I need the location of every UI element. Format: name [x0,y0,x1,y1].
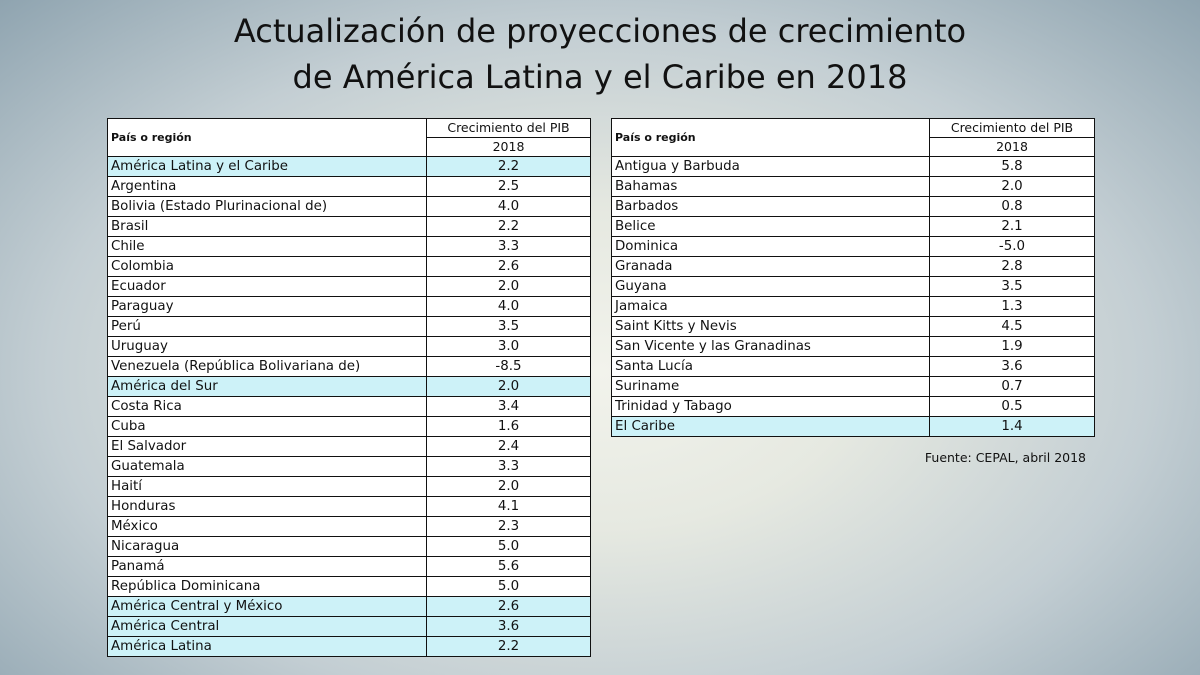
gdp-growth-value: 2.5 [427,177,591,197]
gdp-growth-value: 1.3 [930,297,1095,317]
table-row [108,237,591,257]
table-row [612,217,1095,237]
header-metric: Crecimiento del PIB [427,119,591,138]
page-title [0,8,1200,100]
title-line-1: Actualización de proyecciones de crecimiento [233,12,967,50]
country-name: Brasil [108,217,427,237]
gdp-growth-value: 3.3 [427,457,591,477]
table-row [612,337,1095,357]
gdp-growth-value: 2.8 [930,257,1095,277]
country-name: Bolivia (Estado Plurinacional de) [108,197,427,217]
country-name: Uruguay [108,337,427,357]
gdp-growth-value: 2.6 [427,597,591,617]
table-row [612,177,1095,197]
title-line-2: de América Latina y el Caribe en 2018 [292,58,908,96]
header-year: 2018 [930,138,1095,157]
country-name: Cuba [108,417,427,437]
country-name: Venezuela (República Bolivariana de) [108,357,427,377]
gdp-growth-value: 4.0 [427,297,591,317]
table-row [612,237,1095,257]
table-row [108,437,591,457]
table-body [612,157,1095,437]
gdp-growth-value: 1.4 [930,417,1095,437]
table-row [612,297,1095,317]
gdp-growth-value: 2.2 [427,157,591,177]
country-name: Jamaica [612,297,930,317]
table-row [108,417,591,437]
table-row [108,377,591,397]
gdp-growth-value: 4.1 [427,497,591,517]
table-row [108,617,591,637]
table-row [612,317,1095,337]
table-row [108,397,591,417]
header-metric: Crecimiento del PIB [930,119,1095,138]
gdp-growth-value: 3.0 [427,337,591,357]
gdp-growth-value: -8.5 [427,357,591,377]
table-row [612,417,1095,437]
gdp-growth-value: -5.0 [930,237,1095,257]
table-row [108,217,591,237]
table-row [612,377,1095,397]
country-name: México [108,517,427,537]
country-name: El Salvador [108,437,427,457]
table-row [108,477,591,497]
country-name: Haití [108,477,427,497]
table-row [108,517,591,537]
table-row [612,257,1095,277]
gdp-growth-value: 3.5 [427,317,591,337]
table-row [612,197,1095,217]
gdp-growth-value: 3.3 [427,237,591,257]
country-name: Santa Lucía [612,357,930,377]
table-row [108,637,591,657]
gdp-growth-value: 3.4 [427,397,591,417]
gdp-growth-value: 2.2 [427,217,591,237]
gdp-growth-value: 3.6 [427,617,591,637]
table-row [108,177,591,197]
table-row [108,357,591,377]
gdp-table-latin-america [107,118,591,657]
country-name: Antigua y Barbuda [612,157,930,177]
country-name: América del Sur [108,377,427,397]
gdp-growth-value: 2.0 [427,277,591,297]
table-row [108,557,591,577]
gdp-growth-value: 0.5 [930,397,1095,417]
country-name: Costa Rica [108,397,427,417]
table-row [108,297,591,317]
gdp-growth-value: 4.5 [930,317,1095,337]
gdp-growth-value: 5.8 [930,157,1095,177]
gdp-growth-value: 2.0 [427,377,591,397]
table-row [108,577,591,597]
gdp-growth-value: 5.6 [427,557,591,577]
gdp-growth-value: 1.9 [930,337,1095,357]
table-row [108,337,591,357]
gdp-growth-value: 3.5 [930,277,1095,297]
country-name: América Central y México [108,597,427,617]
gdp-growth-value: 2.6 [427,257,591,277]
table-row [612,357,1095,377]
table-row [108,597,591,617]
country-name: República Dominicana [108,577,427,597]
table-header-row [108,119,591,138]
gdp-growth-value: 2.0 [427,477,591,497]
country-name: Honduras [108,497,427,517]
country-name: El Caribe [612,417,930,437]
table-header-row [612,119,1095,138]
table-row [612,397,1095,417]
gdp-growth-value: 2.2 [427,637,591,657]
table-row [612,277,1095,297]
header-country: País o región [612,119,930,157]
gdp-growth-value: 5.0 [427,577,591,597]
table-body [108,157,591,657]
country-name: Bahamas [612,177,930,197]
table-row [108,497,591,517]
country-name: Barbados [612,197,930,217]
gdp-growth-value: 4.0 [427,197,591,217]
country-name: Perú [108,317,427,337]
country-name: Guatemala [108,457,427,477]
table-row [108,197,591,217]
country-name: Colombia [108,257,427,277]
country-name: Argentina [108,177,427,197]
gdp-growth-value: 1.6 [427,417,591,437]
table-row [108,277,591,297]
country-name: América Latina [108,637,427,657]
header-country: País o región [108,119,427,157]
gdp-growth-value: 2.1 [930,217,1095,237]
country-name: América Latina y el Caribe [108,157,427,177]
country-name: Paraguay [108,297,427,317]
country-name: Chile [108,237,427,257]
country-name: Guyana [612,277,930,297]
country-name: Suriname [612,377,930,397]
country-name: Trinidad y Tabago [612,397,930,417]
gdp-growth-value: 3.6 [930,357,1095,377]
country-name: Dominica [612,237,930,257]
table-row [612,157,1095,177]
country-name: San Vicente y las Granadinas [612,337,930,357]
gdp-growth-value: 0.7 [930,377,1095,397]
country-name: América Central [108,617,427,637]
table-row [108,457,591,477]
country-name: Panamá [108,557,427,577]
table-row [108,537,591,557]
table-row [108,317,591,337]
source-note: Fuente: CEPAL, abril 2018 [924,450,1086,465]
country-name: Granada [612,257,930,277]
gdp-growth-value: 2.4 [427,437,591,457]
gdp-growth-value: 0.8 [930,197,1095,217]
country-name: Saint Kitts y Nevis [612,317,930,337]
country-name: Ecuador [108,277,427,297]
country-name: Nicaragua [108,537,427,557]
gdp-growth-value: 5.0 [427,537,591,557]
table-row [108,257,591,277]
country-name: Belice [612,217,930,237]
gdp-growth-value: 2.3 [427,517,591,537]
gdp-growth-value: 2.0 [930,177,1095,197]
table-row [108,157,591,177]
header-year: 2018 [427,138,591,157]
gdp-table-caribbean [611,118,1095,437]
